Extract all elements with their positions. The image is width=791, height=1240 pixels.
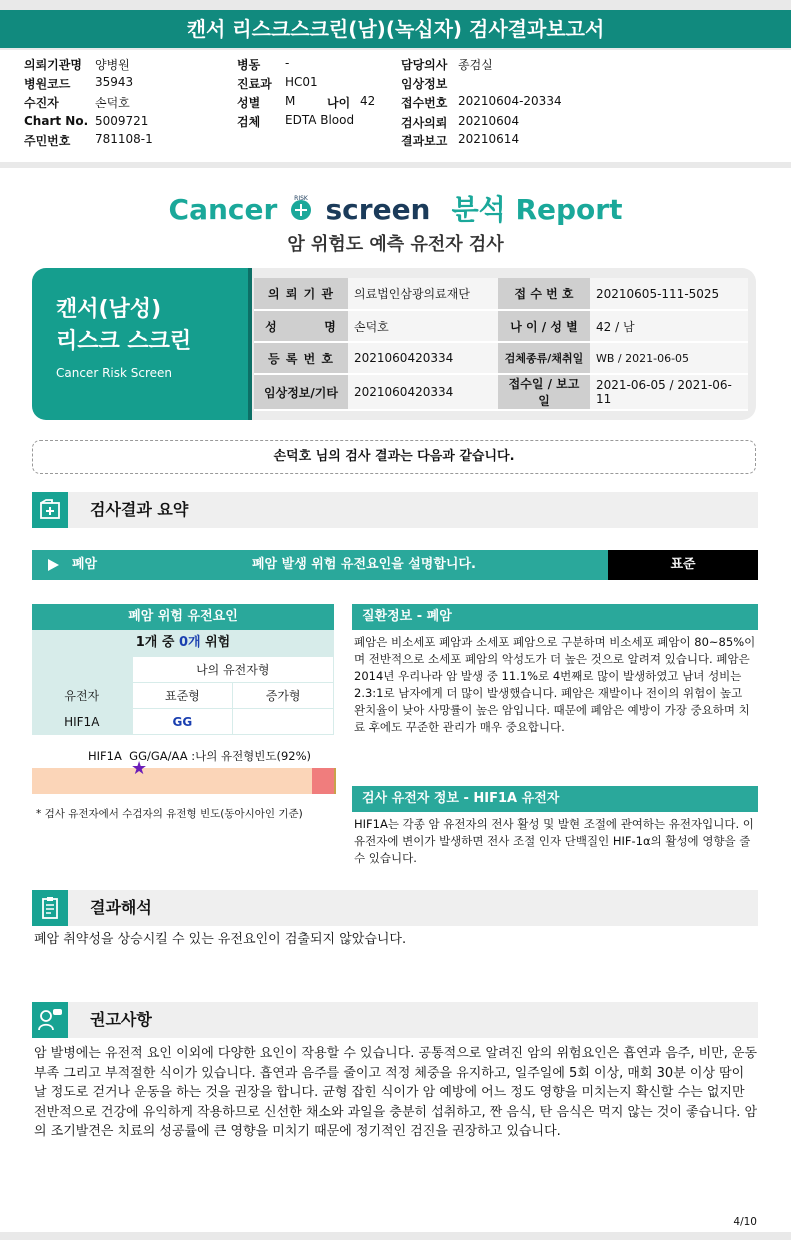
risk-factor-panel — [32, 604, 334, 735]
cancer-name: 폐암 — [72, 557, 98, 572]
section-title: 권고사항 — [90, 1010, 152, 1029]
risk-count-number: 0개 — [178, 635, 201, 650]
result-intro: 손덕호 님의 검사 결과는 다음과 같습니다. — [32, 440, 756, 474]
table-row — [254, 310, 748, 342]
info-value: WB / 2021-06-05 — [590, 342, 748, 374]
info-key: 접 수 번 호 — [498, 278, 590, 310]
header-label: 성별 — [237, 96, 261, 110]
header-label: 접수번호 — [401, 96, 448, 110]
interpretation-text: 폐암 취약성을 상승시킬 수 있는 유전요인이 검출되지 않았습니다. — [34, 932, 407, 947]
standard-column-header: 표준형 — [132, 683, 233, 709]
test-info-table — [254, 278, 748, 411]
test-name-panel — [32, 268, 248, 420]
gene-info-section — [352, 786, 758, 867]
info-value: 손덕호 — [348, 310, 498, 342]
frequency-note: * 검사 유전자에서 수검자의 유전형 빈도(동아시아인 기준) — [36, 808, 303, 820]
test-info-box — [32, 268, 756, 420]
section-title: 결과해석 — [90, 898, 152, 917]
freq-gene: HIF1A — [88, 749, 122, 763]
header-label: 주민번호 — [24, 134, 71, 148]
increase-column-header: 증가형 — [233, 683, 334, 709]
header-label: 검사의뢰 — [401, 116, 448, 130]
increase-genotype — [233, 709, 334, 735]
header-value: - — [285, 56, 290, 70]
header-label: 병동 — [237, 58, 261, 72]
header-value: 종검실 — [458, 58, 493, 72]
empty-cell — [32, 657, 132, 683]
frequency-bar-risk-segment — [312, 768, 334, 794]
risk-level-badge: 표준 — [608, 550, 758, 580]
info-key: 성 명 — [254, 310, 348, 342]
brand-report: 분석 Report — [451, 193, 623, 226]
risk-count-post: 위험 — [200, 635, 231, 650]
risk-count-pre: 1개 중 — [135, 635, 179, 650]
header-label: 병원코드 — [24, 77, 71, 91]
genotype-frequency-bar — [32, 768, 336, 794]
header-label: 의뢰기관명 — [24, 58, 82, 72]
panel-title-en: Cancer Risk Screen — [56, 366, 173, 380]
info-value: 2021060420334 — [348, 374, 498, 410]
page-number: 4/10 — [733, 1216, 757, 1228]
disease-info-body: 폐암은 비소세포 폐암과 소세포 폐암으로 구분하며 비소세포 폐암이 80~85%이며 전반적으로 소세포 폐암의 악성도가 더 높은 것으로 알려져 있습니다. 폐암은 2014년 우리나라 암 발생 중 11.1%로 4번째로 많이 발생하였고 남녀 성비는 2.3:1로 남자에게 더 많이 발생했습니다. 폐암은 재발이나 전이의 위험이 높고 완치율이 낮아 사망률이 높은 암입니다. 때문에 폐암은 예방이 가장 중요하며 치료 후에도 꾸준한 관리가 매우 중요합니다. — [354, 635, 756, 734]
header-label: 검체 — [237, 115, 261, 129]
gene-name: HIF1A — [64, 714, 100, 729]
info-key: 등 록 번 호 — [254, 342, 348, 374]
report-title: 캔서 리스크스크린(남)(녹십자) 검사결과보고서 — [0, 10, 791, 48]
brand-cancer: Cancer — [168, 193, 278, 226]
age-value: 42 — [360, 94, 376, 108]
frequency-bar-edge — [334, 768, 336, 794]
brand-title — [0, 188, 791, 228]
info-key: 검체종류/채취일 — [498, 342, 590, 374]
table-row — [254, 374, 748, 410]
freq-text: GG/GA/AA :나의 유전형빈도(92%) — [129, 749, 312, 763]
interpretation-section-header — [32, 890, 758, 926]
brand-screen: screen — [325, 193, 431, 226]
risk-factor-header: 폐암 위험 유전요인 — [32, 604, 334, 630]
info-value: 42 / 남 — [590, 310, 748, 342]
doctor-chat-icon — [32, 1002, 68, 1038]
info-value: 의료법인삼광의료재단 — [348, 278, 498, 310]
cancer-description: 폐암 발생 위험 유전요인을 설명합니다. — [252, 557, 476, 572]
header-value: 양병원 — [95, 58, 130, 72]
disease-info-section — [352, 604, 758, 736]
recommendation-section-header — [32, 1002, 758, 1038]
header-label: Chart No. — [24, 114, 89, 128]
header-value: 781108-1 — [95, 132, 153, 146]
header-label: 수진자 — [24, 96, 59, 110]
panel-divider — [248, 268, 252, 420]
disease-info-header: 질환정보 - 폐암 — [352, 604, 758, 630]
recommendation-text: 암 발병에는 유전적 요인 이외에 다양한 요인이 작용할 수 있습니다. 공통적으로 알려진 암의 위험요인은 흡연과 음주, 비만, 운동 부족 그리고 부적절한 식이가 있습니다. 흡연과 음주를 줄이고 적정 체중을 유지하고, 일주일에 5회 이상, 매회 30분 이상 땀이 날 정도로 걷거나 운동을 하는 것을 권장을 합니다. 균형 잡힌 식이가 암 예방에 어느 정도 영향을 미치는지 확신할 수는 없지만 전반적으로 건강에 유익하게 작용하므로 신선한 채소와 과일을 충분히 섭취하고, 짠 음식, 탄 음식은 먹지 않는 것이 좋습니다. 암의 조기발견은 치료의 성공률에 큰 영향을 미치기 때문에 정기적인 검진을 권장하고 있습니다. — [34, 1046, 758, 1139]
table-row — [32, 709, 334, 735]
genotype-table — [32, 656, 334, 735]
report-sheet — [0, 168, 791, 1232]
play-arrow-icon — [48, 559, 59, 571]
header-label: 결과보고 — [401, 134, 448, 148]
header-value: 5009721 — [95, 114, 149, 128]
info-value: 20210605-111-5025 — [590, 278, 748, 310]
standard-genotype: GG — [132, 709, 233, 735]
header-value: EDTA Blood — [285, 113, 355, 127]
header-label: 진료과 — [237, 77, 272, 91]
panel-title-1: 캔서(남성) — [56, 297, 162, 322]
header-value: 35943 — [95, 75, 134, 89]
patient-header — [0, 50, 791, 162]
age-label: 나이 — [327, 96, 351, 110]
gene-column-header: 유전자 — [64, 689, 100, 703]
header-value: 20210604-20334 — [458, 94, 562, 108]
medical-folder-icon — [32, 492, 68, 528]
genotype-frequency-label — [88, 748, 311, 764]
report-subtitle: 암 위험도 예측 유전자 검사 — [287, 234, 504, 255]
cancer-type-bar — [32, 550, 758, 580]
clipboard-icon — [32, 890, 68, 926]
header-value: 20210614 — [458, 132, 520, 146]
header-value: M — [285, 94, 296, 108]
section-title: 검사결과 요약 — [90, 500, 189, 519]
gene-info-header: 검사 유전자 정보 - HIF1A 유전자 — [352, 786, 758, 812]
info-value: 2021-06-05 / 2021-06-11 — [590, 374, 748, 410]
risk-logo-icon — [286, 193, 316, 223]
table-row — [254, 342, 748, 374]
header-value: 20210604 — [458, 114, 520, 128]
info-key: 접수일 / 보고일 — [498, 374, 590, 410]
brand-risk: RISK — [294, 195, 309, 202]
header-value: HC01 — [285, 75, 318, 89]
my-genotype-header: 나의 유전자형 — [132, 657, 334, 683]
panel-title-2: 리스크 스크린 — [56, 329, 192, 354]
table-row — [32, 683, 334, 709]
header-value: 손덕호 — [95, 96, 130, 110]
risk-count — [32, 630, 334, 656]
header-label: 담당의사 — [401, 58, 448, 72]
table-row — [32, 657, 334, 683]
table-row — [254, 278, 748, 310]
my-genotype-star-icon: ★ — [131, 758, 148, 779]
gene-info-body: HIF1A는 각종 암 유전자의 전사 활성 및 발현 조절에 관여하는 유전자입니다. 이 유전자에 변이가 발생하면 전사 조절 인자 단백질인 HIF-1α의 활성에 영향을 줄 수 있습니다. — [354, 817, 754, 865]
header-label: 임상정보 — [401, 77, 448, 91]
info-key: 의 뢰 기 관 — [254, 278, 348, 310]
info-key: 임상정보/기타 — [254, 374, 348, 410]
summary-section-header — [32, 492, 758, 528]
info-value: 2021060420334 — [348, 342, 498, 374]
info-key: 나 이 / 성 별 — [498, 310, 590, 342]
